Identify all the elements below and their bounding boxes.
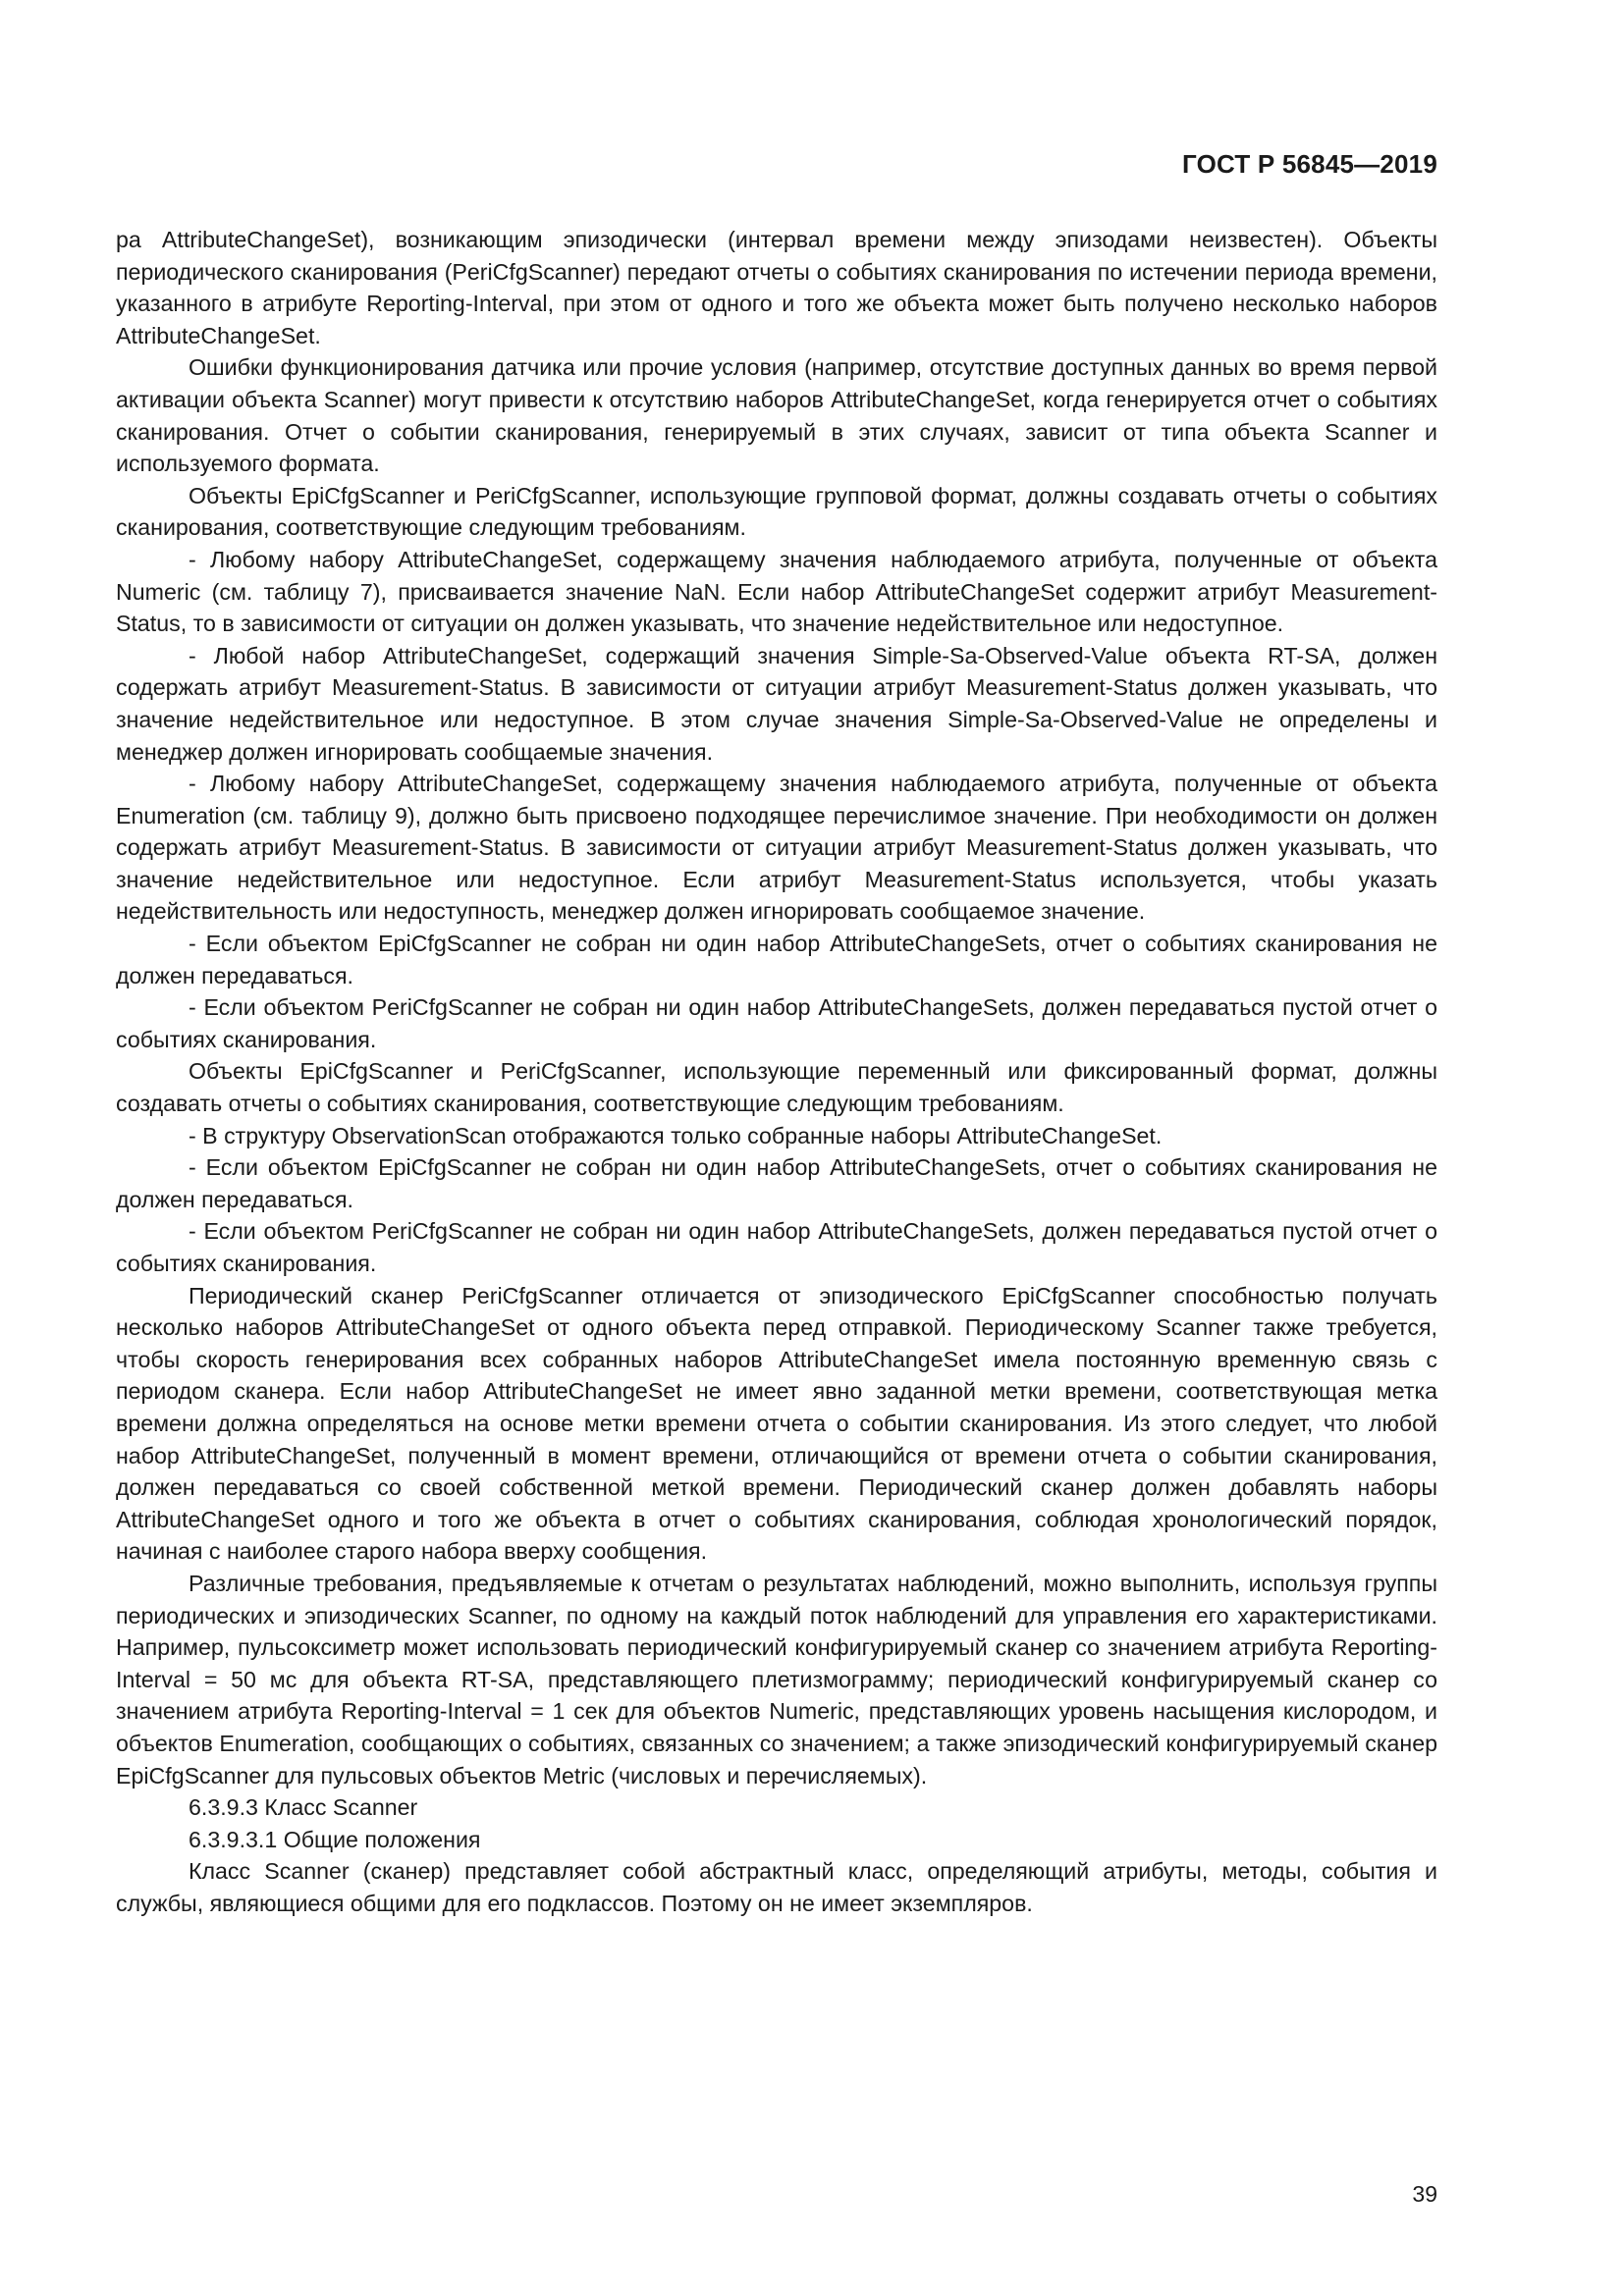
- list-item-rt-sa: - Любой набор AttributeChangeSet, содержащий значения Simple-Sa-Observed-Value объекта RT-SA, должен содержать атрибут Measurement-Status. В зависимости от ситуации атрибут Measurement-Status должен указывать, что значение недействительное или недоступное. В этом случае значения Simple-Sa-Observed-Value не определены и менеджер должен игнорировать сообщаемые значения.: [116, 642, 1437, 765]
- page-number: 39: [1412, 2181, 1437, 2207]
- list-item-epicfg-group: - Если объектом EpiCfgScanner не собран ни один набор AttributeChangeSets, отчет о событиях сканирования не должен передаваться.: [116, 931, 1437, 988]
- list-item-observationscan: - В структуру ObservationScan отображаются только собранные наборы AttributeChangeSet.: [189, 1122, 1163, 1148]
- list-item-pericfg-variable: - Если объектом PeriCfgScanner не собран ни один набор AttributeChangeSets, должен передаваться пустой отчет о событиях сканирования.: [116, 1218, 1437, 1276]
- paragraph-requirements-example: Различные требования, предъявляемые к отчетам о результатах наблюдений, можно выполнить, используя группы периодических и эпизодических Scanner, по одному на каждый поток наблюдений для управления его характеристиками. Например, пульсоксиметр может использовать периодический конфигурируемый сканер со значением атрибута Reporting-Interval = 50 мс для объекта RT-SA, представляющего плетизмограмму; периодический конфигурируемый сканер со значением атрибута Reporting-Interval = 1 сек для объектов Numeric, представляющих уровень насыщения кислородом, и объектов Enumeration, сообщающих о событиях, связанных со значением; а также эпизодический конфигурируемый сканер EpiCfgScanner для пульсовых объектов Metric (числовых и перечисляемых).: [116, 1570, 1437, 1789]
- list-item-pericfg-group: - Если объектом PeriCfgScanner не собран ни один набор AttributeChangeSets, должен передаваться пустой отчет о событиях сканирования.: [116, 994, 1437, 1052]
- section-heading-6-3-9-3-1: 6.3.9.3.1 Общие положения: [189, 1826, 481, 1852]
- list-item-numeric: - Любому набору AttributeChangeSet, содержащему значения наблюдаемого атрибута, полученные от объекта Numeric (см. таблицу 7), присваивается значение NaN. Если набор AttributeChangeSet содержит атрибут Measurement-Status, то в зависимости от ситуации он должен указывать, что значение недействительное или недоступное.: [116, 546, 1437, 637]
- list-item-epicfg-variable: - Если объектом EpiCfgScanner не собран ни один набор AttributeChangeSets, отчет о событиях сканирования не должен передаваться.: [116, 1154, 1437, 1212]
- paragraph-scanner-class: Класс Scanner (сканер) представляет собой абстрактный класс, определяющий атрибуты, методы, события и службы, являющиеся общими для его подклассов. Поэтому он не имеет экземпляров.: [116, 1858, 1437, 1916]
- paragraph-variable-format: Объекты EpiCfgScanner и PeriCfgScanner, использующие переменный или фиксированный формат, должны создавать отчеты о событиях сканирования, соответствующие следующим требованиям.: [116, 1058, 1437, 1117]
- paragraph-periodic-scanner: Периодический сканер PeriCfgScanner отличается от эпизодического EpiCfgScanner способностью получать несколько наборов AttributeChangeSet от одного объекта перед отправкой. Периодическому Scanner также требуется, чтобы скорость генерирования всех собранных наборов AttributeChangeSet имела постоянную временную связь с периодом сканера. Если набор AttributeChangeSet не имеет явно заданной метки времени, соответствующая метка времени должна определяться на основе метки времени отчета о событии сканирования. Из этого следует, что любой набор AttributeChangeSet, полученный в момент времени, отличающийся от времени отчета о событии сканирования, должен передаваться со своей собственной меткой времени. Периодический сканер должен добавлять наборы AttributeChangeSet одного и того же объекта в отчет о событиях сканирования, соблюдая хронологический порядок, начиная с наиболее старого набора вверху сообщения.: [116, 1282, 1437, 1565]
- paragraph-3: Объекты EpiCfgScanner и PeriCfgScanner, использующие групповой формат, должны создавать отчеты о событиях сканирования, соответствующие следующим требованиям.: [116, 482, 1437, 541]
- paragraph-2: Ошибки функционирования датчика или прочие условия (например, отсутствие доступных данных во время первой активации объекта Scanner) могут привести к отсутствию наборов AttributeChangeSet, когда генерируется отчет о событиях сканирования. Отчет о событии сканирования, генерируемый в этих случаях, зависит от типа объекта Scanner и используемого формата.: [116, 354, 1437, 477]
- paragraph-1: ра AttributeChangeSet), возникающим эпизодически (интервал времени между эпизодами неизвестен). Объекты периодического сканирования (PeriCfgScanner) передают отчеты о событиях сканирования по истечении периода времени, указанного в атрибуте Reporting-Interval, при этом от одного и того же объекта может быть получено несколько наборов AttributeChangeSet.: [116, 227, 1437, 348]
- standard-designation: ГОСТ Р 56845—2019: [1182, 149, 1437, 179]
- list-item-enumeration: - Любому набору AttributeChangeSet, содержащему значения наблюдаемого атрибута, полученные от объекта Enumeration (см. таблицу 9), должно быть присвоено подходящее перечислимое значение. При необходимости он должен содержать атрибут Measurement-Status. В зависимости от ситуации атрибут Measurement-Status должен указывать, что значение недействительное или недоступное. Если атрибут Measurement-Status используется, чтобы указать недействительность или недоступность, менеджер должен игнорировать сообщаемое значение.: [116, 771, 1437, 925]
- section-heading-6-3-9-3: 6.3.9.3 Класс Scanner: [189, 1794, 418, 1821]
- document-body: [116, 224, 1437, 1919]
